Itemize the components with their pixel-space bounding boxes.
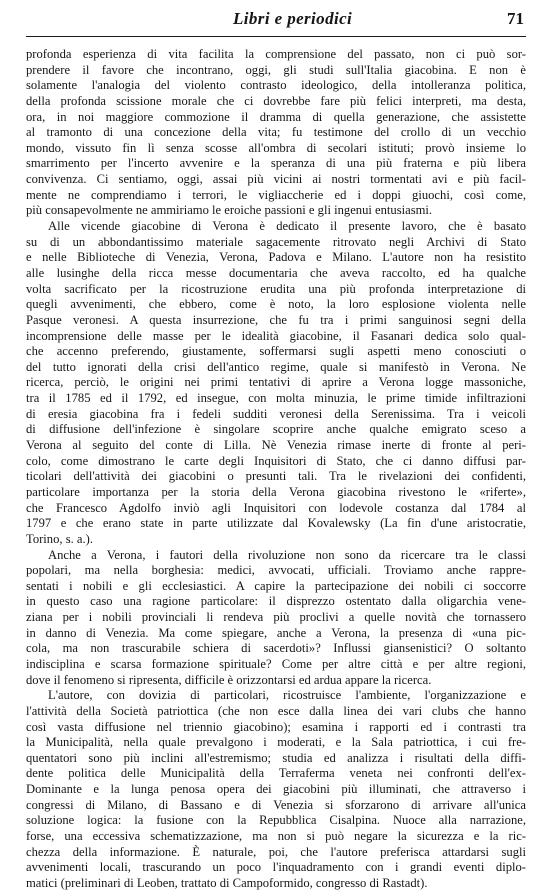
text-line: Anche a Verona, i fautori della rivoluzione non sono da ricercare tra le classi	[48, 547, 526, 562]
text-line: dente politica delle Municipalità della Terraferma veneta nei confronti dell'ex-	[26, 766, 526, 781]
text-line: 1797 e che erano state in parte utilizzate dal Kovalewsky (La fin d'une aristocratie,	[26, 516, 526, 531]
text-line: così vasta diffusione nel triennio giacobino); esamina i rapporti ed i contrasti tra	[26, 719, 526, 734]
text-line: forse, una eccessiva schematizzazione, ma non si può negare la sicurezza e la ric-	[26, 829, 526, 844]
text-line: ziana per i nobili provinciali li rendeva più proclivi a quelle novità che tornassero	[26, 610, 526, 625]
text-line: ricerca, perciò, le origini nei primi tentativi di aprire a Verona logge massoniche,	[26, 375, 526, 390]
text-line: più consapevolmente ne ammiriamo le eroiche passioni e gli ingenui entusiasmi.	[26, 203, 433, 218]
text-line: tra il 1785 ed il 1792, ed insegue, con molta minuzia, le prime timide infiltrazioni	[26, 391, 526, 406]
body-text	[26, 47, 526, 892]
text-line: del tutto ignorati della crisi dell'antico regime, quale si manifestò in Verona. Ne	[26, 359, 526, 374]
text-line: di diffusione dell'infezione è singolare scoprire anche qualche emigrato sceso a	[26, 422, 526, 437]
text-line: Dominante e la lunga penosa opera dei giacobini più illuminati, che attraverso i	[26, 782, 526, 797]
text-line: ora, in noi maggiore commozione il dramma di quella generazione, che assistette	[26, 109, 526, 124]
text-line: Alle vicende giacobine di Verona è dedicato il presente lavoro, che è basato	[48, 219, 526, 234]
text-line: in questo caso una ragione particolare: il disprezzo ostentato dalla oligarchia vene-	[26, 594, 526, 609]
text-line: di eresia giacobina fra i fedeli sudditi veronesi della Serenissima. Tra i veicoli	[26, 406, 526, 421]
text-line: della profonda scissione morale che ci dovrebbe fare più felici interpreti, ma desta,	[26, 93, 526, 108]
text-line: particolare importanza per la storia della Verona giacobina rivestono le «riferte»,	[26, 484, 526, 499]
text-line: su di un abbondantissimo materiale sagacemente ritrovato negli Archivi di Stato	[26, 234, 526, 249]
text-line: L'autore, con dovizia di particolari, ricostruisce l'ambiente, l'organizzazione e	[48, 688, 526, 703]
text-line: e nelle Biblioteche di Venezia, Verona, Padova e Milano. L'autore non ha resistito	[26, 250, 526, 265]
paragraph	[26, 548, 526, 689]
text-line: che accenno preferendo, giustamente, soffermarsi sugli aspetti meno conosciuti o	[26, 344, 526, 359]
header-rule	[26, 36, 526, 37]
text-line: cola, ma non trascurabile schiera di sacerdoti»? Influssi giansenistici? O soltanto	[26, 641, 526, 656]
text-line: colo, come dimostrano le carte degli Inquisitori di Stato, che ci danno diffusi par-	[26, 453, 526, 468]
text-line: in danno di Venezia. Ma come spiegare, anche a Verona, la presenza di «una pic-	[26, 625, 526, 640]
paragraph	[26, 688, 526, 891]
text-line: quegli avvenimenti, che ebbero, come è noto, la loro esplosione violenta nelle	[26, 297, 526, 312]
text-line: incomprensione delle masse per le idealità giacobine, il Fasanari dedica solo qual-	[26, 328, 526, 343]
text-line: dove il fenomeno si ripresenta, difficile è orizzontarsi ed ardua appare la ricerca.	[26, 672, 432, 687]
text-line: mente ne comprendiamo i terrori, le vigliaccherie ed i doppi giuochi, così come,	[26, 187, 526, 202]
text-line: ticolari dell'attività dei giacobini o presunti tali. Tra le rivelazioni dei confidenti,	[26, 469, 526, 484]
text-line: Pasque veronesi. A questa insurrezione, che fu tra i primi sanguinosi segni della	[26, 312, 526, 327]
text-line: Verona al seguito del conte di Lilla. Nè Venezia rimase inerte di fronte al peri-	[26, 438, 526, 453]
paragraph	[26, 47, 526, 219]
text-line: che Francesco Agdolfo inviò agli Inquisitori con lodevole costanza dal 1784 al	[26, 500, 526, 515]
text-line: quentatori sono più inclini all'estremismo; studia ed analizza i risultati della diffi-	[26, 750, 526, 765]
text-line: Torino, s. a.).	[26, 531, 93, 546]
running-head: Libri e periodici	[233, 9, 353, 28]
page-header	[26, 9, 526, 43]
text-line: profonda esperienza di vita facilita la comprensione del passato, non ci può sor-	[26, 47, 526, 61]
text-line: al tramonto di una concezione della vita; fu testimone del crollo di un vecchio	[26, 125, 526, 140]
text-line: popolari, ma nella borghesia: medici, avvocati, ufficiali. Troviamo anche rappre-	[26, 563, 526, 578]
text-line: smarrimento per l'incerto avvenire e la speranza di una più fraterna e più libera	[26, 156, 526, 171]
text-line: volta sacrificato per la ricostruzione erudita una più profonda interpretazione di	[26, 281, 526, 296]
text-line: convivenza. Ci sentiamo, oggi, assai più vicini ai nostri tormentati avi e più facil-	[26, 172, 526, 187]
page-number: 71	[507, 9, 524, 28]
text-line: solamente l'analogia del violento contrasto ideologico, della intolleranza politica,	[26, 78, 526, 93]
text-line: matici (preliminari di Leoben, trattato di Campoformido, congresso di Rastadt).	[26, 875, 428, 890]
text-line: sentati i nobili e gli ecclesiastici. A capire la partecipazione dei nobili ci soccorre	[26, 578, 526, 593]
text-line: chezza della informazione. È naturale, poi, che l'autore preferisca attardarsi sugli	[26, 844, 526, 859]
text-line: mondo, vissuto fin lì senza scosse all'ombra di secolari istituti; provò insieme lo	[26, 140, 526, 155]
text-line: avvenimenti locali, trascurando un poco l'inquadramento con i grandi eventi diplo-	[26, 860, 526, 875]
text-line: l'attività della Società patriottica (che non esce dalla linea dei vari clubs che hanno	[26, 703, 526, 718]
text-line: alle lusinghe della ricca messe documentaria che aveva raccolto, ed ha qualche	[26, 265, 526, 280]
text-line: la Municipalità, nella quale prevalgono i moderati, e la Sala patriottica, i cui fre-	[26, 735, 526, 750]
text-line: indisciplina e scarsa formazione spirituale? Come per altre città e per altre regioni,	[26, 656, 526, 671]
text-line: congressi di Milano, di Bassano e di Venezia si sforzarono di arrivare all'unica	[26, 797, 526, 812]
text-line: soluzione logica: la fusione con la Repubblica Cisalpina. Nuoce alla narrazione,	[26, 813, 526, 828]
text-line: prendere il favore che incontrano, oggi, gli studi sull'Italia giacobina. E non è	[26, 62, 526, 77]
paragraph	[26, 219, 526, 547]
